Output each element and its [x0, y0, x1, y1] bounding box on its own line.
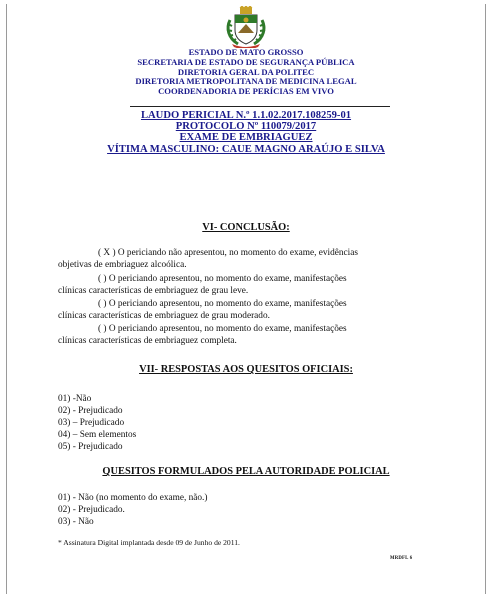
institution-header [0, 48, 492, 97]
conclusion-option-1-line2: objetivas de embriaguez alcoólica. [58, 260, 187, 270]
conclusion-option-3-line1: ( ) O periciando apresentou, no momento do exame, manifestações [98, 299, 347, 309]
police-answer-02: 02) - Prejudicado. [58, 505, 125, 515]
report-identification [0, 110, 492, 155]
official-answers-title: VII- RESPOSTAS AOS QUESITOS OFICIAIS: [139, 364, 353, 375]
conclusion-option-1-line1: ( X ) O periciando não apresentou, no momento do exame, evidências [98, 248, 358, 258]
conclusion-option-4-line1: ( ) O periciando apresentou, no momento do exame, manifestações [98, 324, 347, 334]
answer-item-04: 04) – Sem elementos [58, 430, 137, 440]
police-answer-03: 03) - Não [58, 517, 94, 527]
official-answers-list [58, 393, 358, 453]
header-line-politec: DIRETORIA GERAL DA POLITEC [177, 66, 315, 77]
answer-item-01: 01) -Não [58, 394, 92, 404]
conclusion-option-1 [58, 247, 422, 271]
header-line-state: ESTADO DE MATO GROSSO [188, 47, 304, 57]
conclusion-option-4 [58, 323, 422, 347]
answer-item-03: 03) – Prejudicado [58, 418, 125, 428]
answer-item-02: 02) - Prejudicado [58, 406, 123, 416]
conclusion-option-2-line2: clínicas características de embriaguez de grau leve. [58, 286, 249, 296]
header-line-coordination: COORDENADORIA DE PERÍCIAS EM VIVO [158, 86, 334, 97]
police-answer-01: 01) - Não (no momento do exame, não.) [58, 493, 208, 503]
protocol-number: PROTOCOLO Nº 110079/2017 [175, 121, 317, 133]
header-divider [130, 106, 390, 107]
police-questions-title: QUESITOS FORMULADOS PELA AUTORIDADE POLICIAL [102, 466, 390, 477]
victim-name: VÍTIMA MASCULINO: CAUE MAGNO ARAÚJO E SILVA [107, 143, 385, 155]
conclusion-option-2 [58, 273, 422, 297]
digital-signature-note: * Assinatura Digital implantada desde 09 de Junho de 2011. [58, 538, 240, 547]
conclusion-title: VI- CONCLUSÃO: [202, 222, 290, 233]
report-number: LAUDO PERICIAL N.º 1.1.02.2017.108259-01 [140, 110, 352, 121]
header-line-directorate: DIRETORIA METROPOLITANA DE MEDICINA LEGAL [135, 76, 357, 87]
header-line-secretariat: SECRETARIA DE ESTADO DE SEGURANÇA PÚBLICA [137, 56, 355, 67]
exam-type: EXAME DE EMBRIAGUEZ [179, 132, 313, 144]
police-answers-list [58, 492, 358, 528]
answer-item-05: 05) - Prejudicado [58, 442, 123, 452]
conclusion-option-3 [58, 298, 422, 322]
conclusion-option-2-line1: ( ) O periciando apresentou, no momento do exame, manifestações [98, 274, 347, 284]
document-code: MRDFL 6 [390, 556, 413, 561]
conclusion-option-4-line2: clínicas características de embriaguez completa. [58, 336, 237, 346]
conclusion-option-3-line2: clínicas características de embriaguez de grau moderado. [58, 311, 270, 321]
coat-of-arms-icon [224, 6, 268, 48]
